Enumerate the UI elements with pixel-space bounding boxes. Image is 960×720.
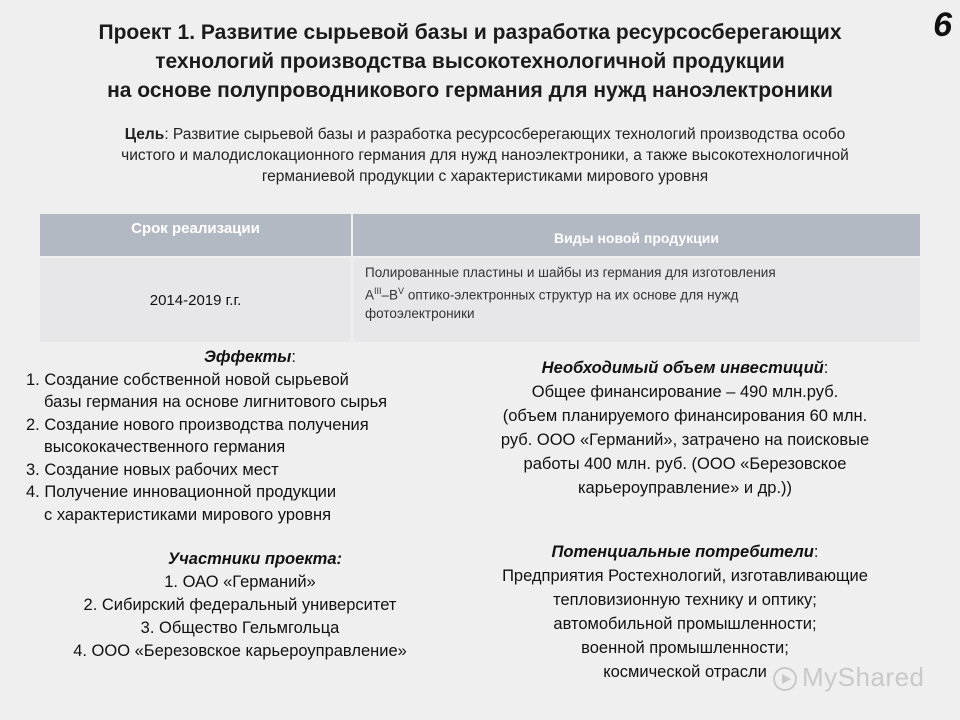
effect-item: 2. Создание нового производства получения xyxy=(26,415,369,434)
products-line: Полированные пластины и шайбы из германия для изготовления xyxy=(365,265,776,280)
effects-title: Эффекты: xyxy=(204,348,296,366)
investment-line: руб. ООО «Германий», затрачено на поисковые xyxy=(500,431,870,449)
effect-item: 1. Создание собственной новой сырьевой xyxy=(26,370,349,389)
goal-block xyxy=(30,124,940,187)
investment-line: Общее финансирование – 490 млн.руб. xyxy=(531,383,839,401)
participant-item: 3. Общество Гельмгольца xyxy=(140,619,340,637)
effect-item: 3. Создание новых рабочих мест xyxy=(26,460,279,479)
consumer-line: тепловизионную технику и оптику; xyxy=(553,591,817,609)
header-products: Виды новой продукции xyxy=(352,213,921,257)
period-cell: 2014-2019 г.г. xyxy=(39,257,352,343)
slide-number: 6 xyxy=(933,6,952,44)
goal-text: германиевой продукции с характеристиками мирового уровня xyxy=(261,168,709,185)
investment-title: Необходимый объем инвестиций: xyxy=(541,359,829,377)
goal-text: : Развитие сырьевой базы и разработка ресурсосберегающих технологий производства особо xyxy=(164,126,846,143)
page-title xyxy=(20,18,920,105)
investment-line: работы 400 млн. руб. (ООО «Березовское xyxy=(523,455,847,473)
header-period: Срок реализации xyxy=(39,213,352,257)
products-line: $A^{III}-B^V$ оптико-электронных структур на их основе для нужд xyxy=(365,286,739,303)
watermark-text: MyShared xyxy=(802,662,925,692)
effects-block xyxy=(20,346,460,526)
participant-item: 4. ООО «Березовское карьероуправление» xyxy=(73,642,407,660)
investment-block xyxy=(470,356,900,500)
effect-item: базы германия на основе лигнитового сырья xyxy=(44,393,388,411)
participants-title: Участники проекта: xyxy=(167,550,342,568)
consumer-line: военной промышленности; xyxy=(581,639,789,657)
project-table xyxy=(38,212,922,344)
consumers-title: Потенциальные потребители: xyxy=(551,543,819,561)
effect-item: 4. Получение инновационной продукции xyxy=(26,483,337,501)
investment-line: (объем планируемого финансирования 60 млн. xyxy=(502,407,868,425)
title-line: технологий производства высокотехнологичной продукции xyxy=(155,50,785,73)
products-cell xyxy=(352,257,921,343)
play-logo-icon xyxy=(772,666,798,692)
consumer-line: космической отрасли xyxy=(603,663,767,681)
title-line: Проект 1. Развитие сырьевой базы и разработка ресурсосберегающих xyxy=(98,21,842,44)
effect-item: высококачественного германия xyxy=(44,438,286,456)
effect-item: с характеристиками мирового уровня xyxy=(44,505,332,524)
participants-block xyxy=(20,548,460,663)
investment-line: карьероуправление» и др.)) xyxy=(577,479,793,497)
goal-text: чистого и малодислокационного германия для нужд наноэлектроники, а также высокотехнологичной xyxy=(121,147,849,164)
consumer-line: автомобильной промышленности; xyxy=(553,615,817,633)
consumer-line: Предприятия Ростехнологий, изготавливающие xyxy=(502,567,868,585)
watermark xyxy=(772,662,925,693)
participant-item: 2. Сибирский федеральный университет xyxy=(83,596,397,614)
title-line: на основе полупроводникового германия для нужд наноэлектроники xyxy=(107,79,833,102)
goal-label: Цель xyxy=(124,126,165,143)
participant-item: 1. ОАО «Германий» xyxy=(164,573,316,591)
products-line: фотоэлектроники xyxy=(365,305,475,321)
